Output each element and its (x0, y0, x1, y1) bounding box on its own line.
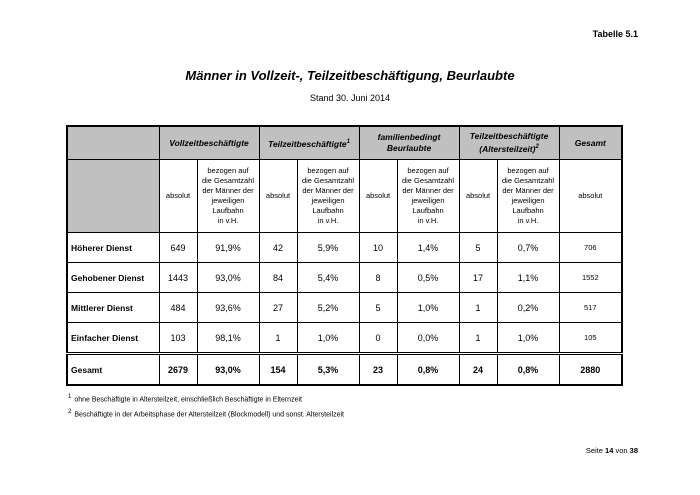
sub-header-absolut: absolut (559, 160, 622, 233)
sub-header-row (67, 160, 622, 233)
cell-vollzeit-percent: 98,1% (197, 323, 259, 354)
cell-altersteilzeit-percent: 1,1% (497, 263, 559, 293)
cell-teilzeit-percent: 1,0% (297, 323, 359, 354)
statistics-table (66, 125, 623, 386)
sub-header-bezogen: bezogen auf die Gesamtzahl der Männer der jeweiligen Laufbahn in v.H. (297, 160, 359, 233)
cell-beurlaubte-absolut: 5 (359, 293, 397, 323)
cell-altersteilzeit-absolut: 1 (459, 323, 497, 354)
cell-beurlaubte-absolut: 10 (359, 233, 397, 263)
header-familienbedingt: familienbedingt Beurlaubte (359, 126, 459, 160)
cell-beurlaubte-percent: 1,0% (397, 293, 459, 323)
cell-beurlaubte-percent: 0,0% (397, 323, 459, 354)
header-vollzeit: Vollzeitbeschäftigte (159, 126, 259, 160)
cell-beurlaubte-percent: 0,5% (397, 263, 459, 293)
header-teilzeit: Teilzeitbeschäftigte$^1$ (259, 126, 359, 160)
cell-beurlaubte-absolut: 0 (359, 323, 397, 354)
row-label: Mittlerer Dienst (67, 293, 159, 323)
cell-altersteilzeit-absolut: 1 (459, 293, 497, 323)
header-altersteilzeit: Teilzeitbeschäftigte (Altersteilzeit)$^2$ (459, 126, 559, 160)
footnote: 1 ohne Beschäftigte in Altersteilzeit, einschließlich Beschäftigte in Elternzeit (68, 394, 302, 404)
cell-beurlaubte-absolut: 23 (359, 354, 397, 386)
header-gesamt: Gesamt (559, 126, 622, 160)
cell-teilzeit-percent: 5,9% (297, 233, 359, 263)
sub-header-bezogen: bezogen auf die Gesamtzahl der Männer der jeweiligen Laufbahn in v.H. (397, 160, 459, 233)
header-corner (67, 126, 159, 160)
cell-teilzeit-percent: 5,4% (297, 263, 359, 293)
cell-vollzeit-percent: 93,0% (197, 263, 259, 293)
table-row (67, 323, 622, 354)
footnote: 2 Beschäftigte in der Arbeitsphase der Altersteilzeit (Blockmodell) und sonst. Altersteilzeit (68, 409, 344, 419)
cell-teilzeit-absolut: 27 (259, 293, 297, 323)
cell-vollzeit-absolut: 103 (159, 323, 197, 354)
table-row (67, 293, 622, 323)
row-label: Gehobener Dienst (67, 263, 159, 293)
cell-vollzeit-percent: 93,0% (197, 354, 259, 386)
cell-teilzeit-percent: 5,2% (297, 293, 359, 323)
cell-beurlaubte-percent: 1,4% (397, 233, 459, 263)
cell-altersteilzeit-percent: 0,2% (497, 293, 559, 323)
footnote-ref-2: 2 (535, 144, 539, 151)
sub-header-absolut: absolut (159, 160, 197, 233)
cell-altersteilzeit-absolut: 17 (459, 263, 497, 293)
date-subtitle: Stand 30. Juni 2014 (309, 93, 391, 103)
cell-vollzeit-absolut: 649 (159, 233, 197, 263)
cell-vollzeit-absolut: 1443 (159, 263, 197, 293)
cell-altersteilzeit-absolut: 24 (459, 354, 497, 386)
row-label: Einfacher Dienst (67, 323, 159, 354)
cell-altersteilzeit-percent: 0,7% (497, 233, 559, 263)
sub-header-absolut: absolut (359, 160, 397, 233)
cell-vollzeit-percent: 91,9% (197, 233, 259, 263)
cell-gesamt: 517 (559, 293, 622, 323)
footnote-ref-1: 1 (346, 138, 350, 145)
page-number: Seite 14 von 38 (585, 446, 638, 455)
cell-gesamt: 1552 (559, 263, 622, 293)
cell-vollzeit-absolut: 484 (159, 293, 197, 323)
page-title: Männer in Vollzeit-, Teilzeitbeschäftigung, Beurlaubte (185, 68, 515, 83)
table-number-label: Tabelle 5.1 (592, 29, 638, 39)
footnotes (68, 391, 344, 422)
group-header-row (67, 126, 622, 160)
sub-header-bezogen: bezogen auf die Gesamtzahl der Männer der jeweiligen Laufbahn in v.H. (197, 160, 259, 233)
total-label: Gesamt (67, 354, 159, 386)
cell-teilzeit-absolut: 84 (259, 263, 297, 293)
cell-gesamt: 2880 (559, 354, 622, 386)
cell-teilzeit-percent: 5,3% (297, 354, 359, 386)
cell-beurlaubte-absolut: 8 (359, 263, 397, 293)
cell-altersteilzeit-percent: 1,0% (497, 323, 559, 354)
cell-teilzeit-absolut: 154 (259, 354, 297, 386)
row-label: Höherer Dienst (67, 233, 159, 263)
cell-vollzeit-absolut: 2679 (159, 354, 197, 386)
cell-teilzeit-absolut: 42 (259, 233, 297, 263)
sub-header-absolut: absolut (259, 160, 297, 233)
sub-header-bezogen: bezogen auf die Gesamtzahl der Männer der jeweiligen Laufbahn in v.H. (497, 160, 559, 233)
sub-header-corner (67, 160, 159, 233)
cell-altersteilzeit-percent: 0,8% (497, 354, 559, 386)
total-row (67, 354, 622, 386)
sub-header-absolut: absolut (459, 160, 497, 233)
cell-beurlaubte-percent: 0,8% (397, 354, 459, 386)
cell-gesamt: 105 (559, 323, 622, 354)
cell-vollzeit-percent: 93,6% (197, 293, 259, 323)
table-row (67, 263, 622, 293)
cell-gesamt: 706 (559, 233, 622, 263)
cell-teilzeit-absolut: 1 (259, 323, 297, 354)
table-row (67, 233, 622, 263)
cell-altersteilzeit-absolut: 5 (459, 233, 497, 263)
